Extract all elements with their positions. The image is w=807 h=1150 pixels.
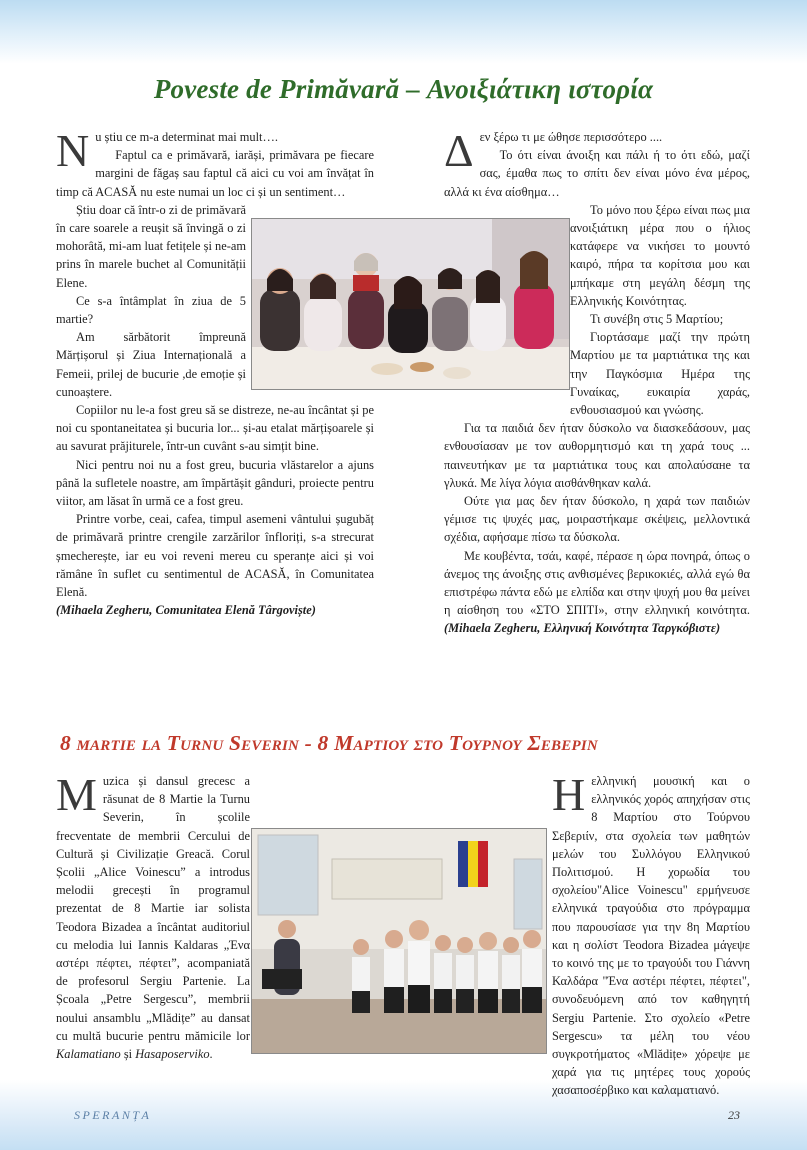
article2-greek-column — [424, 769, 750, 1100]
article1-ro-paragraph-5: Am sărbătorit împreună Mărțișorul și Ziua Internațională a Femeii, prilej de bucurie ,de emoție și cunoaștere. — [56, 330, 246, 399]
article1-gr-paragraph-5: Γιορτάσαμε μαζί την πρώτη Μαρτίου με τα μαρτιάτικα της και την Παγκόσμια Ημέρα της Γυναίκας, ευκαιρία χαράς, ενθουσιασμού και γνώσης. — [570, 330, 750, 418]
photo-wrap-spacer — [424, 808, 552, 1082]
article1-ro-paragraph-1: Nu știu ce m-a determinat mai mult…. — [56, 125, 278, 176]
page-number: 23 — [728, 1108, 740, 1122]
article2-ro-paragraph: Muzica și dansul grecesc a răsunat de 8 Martie la Turnu Severin, în școlile frecventate de membrii Cercului de Cultură și Civilizație Greacă. Corul Școlii „Alice Voinescu” a introdus melodii grecești în programul prezentat de 8 Martie iar solista Teodora Bizadea a încântat auditoriul cu melodia lui Iannis Kaldaras „Ένα αστέρι πέφτει, πέφτει”, acompaniată de profesorul Sergiu Partenie. La Școala „Petre Sergescu”, membrii noului ansamblu „Mlădițe” au dansat cu multă bucurie pentru mămicile lor Kalamatiano și Hasaposerviko. — [56, 769, 250, 1062]
article1-ro-paragraph-3: Știu doar că într-o zi de primăvară în care soarele a reușit să învingă o zi mohorâtă, mi-am luat fetițele și ne-am prins în marele buchet al Comunității Elene. — [56, 202, 246, 290]
drop-cap: Η — [552, 769, 586, 820]
article2-gr-paragraph: Ηελληνική μουσική και ο ελληνικός χορός απηχήσαν στις 8 Μαρτίου στο Τούρνου Σεβεριίν, στα σχολεία των μαθητών μελών του Συλλόγου Ελληνικού Πολιτισμού. Η χορωδία του σχολείου"Alice Voinescu" ερμήνευσε ελληνικά τραγούδια στο πρόγραμμα που παρουσίασε για την 8η Μαρτίου και η σολίστ Teodora Bizadea μάγεψε το κοινό της με το τραγούδι του Γιάννη Καλδάρα "Ένα αστέρι πέφτει, πέφτει", συνοδευόμενη από τον καθηγητή Sergiu Partenie. Στο σχολείο «Petre Sergescu» τα μέλη του νέου συγκροτήματος «Mlădițe» χόρεψε με χαρά για τις μητέρες τους χορούς χασαποσέρβικο και καλαματιανό. — [552, 769, 750, 1098]
magazine-name: SPERANȚA — [74, 1108, 152, 1122]
article1-gr-paragraph-6: Για τα παιδιά δεν ήταν δύσκολο να διασκεδάσουν, μας ενθουσίασαν με τον αυθορμητισμό και τη χαρά τους ... παινευτήκαν με τα μαρτιάτικα τους και απολαύσαне τα γλυκά. Με λίγα λόγια αισθάνθηκαν καλά. — [444, 421, 750, 490]
article1-ro-paragraph-8: Printre vorbe, ceai, cafea, timpul asemeni vântului șugubăț de primăvară printre crengile zarzărilor înfloriți, s-a strecurat șmecherește, iar eu voi reveni mereu cu speranțe aici și voi rămâne în suflet cu sentimentul de ACASĂ, în Comunitatea Elenă. — [56, 512, 374, 600]
article1-gr-paragraph-3: Το μόνο που ξέρω είναι πως μια ανοιξιάτικη μέρα που ο ήλιος κατάφερε να νικήσει το μουντό καιρό, πήρα τα κορίτσια μου και μπήκαμε στη μεγάλη δέσμη της Ελληνικής Κοινότητας. — [570, 202, 750, 308]
article1-gr-paragraph-1: Δεν ξέρω τι με ώθησε περισσότερο .... — [444, 125, 663, 176]
article1-gr-paragraph-2: Το ότι είναι άνοιξη και πάλι ή το ότι εδώ, μαζί σας, έμαθα πως το σπίτι δεν είναι μόνο ένα μέρος, αλλά κι ένα αίσθημα… — [444, 148, 750, 199]
article1-title: Poveste de Primăvară – Ανοιξιάτικη ιστορία — [153, 74, 654, 104]
drop-cap: Δ — [444, 125, 474, 176]
drop-cap: M — [56, 769, 97, 820]
article1-ro-paragraph-4: Ce s-a întâmplat în ziua de 5 martie? — [56, 293, 246, 327]
article1-greek-column — [444, 125, 750, 638]
article2-title: 8 martie la Turnu Severin - 8 Μαρτιου στο Τουρνου Σεβεριν — [60, 731, 598, 755]
top-gradient-band — [0, 0, 807, 64]
article1-ro-paragraph-6: Copiilor nu le-a fost greu să se distreze, ne-au încântat și pe noi cu spontaneitatea și bucuria lor... și-au etalat mărțișoarele și au savurat prăjiturele, într-un cuvânt s-au simțit bine. — [56, 403, 374, 454]
article1-gr-signature: (Mihaela Zegheru, Ελληνική Κοινότητα Ταργκόβιστε) — [444, 621, 721, 636]
article1-gr-paragraph-7: Ούτε για μας δεν ήταν δύσκολο, η χαρά των παιδιών γέμισε τις ψυχές μας, μοιραστήκαμε σκέψεις, μελλοντικά σχέδια, αφήσαμε πίσω τα δύσκολα. — [444, 494, 750, 545]
article1-ro-paragraph-7: Nici pentru noi nu a fost greu, bucuria vlăstarelor a ajuns până la sufletele noastre, am împărtășit gânduri, proiecte pentru viitor, am lăsat în urmă ce a fost greu. — [56, 457, 374, 509]
drop-cap: N — [56, 125, 90, 176]
article1-ro-signature: (Mihaela Zegheru, Comunitatea Elenă Târgoviște) — [56, 603, 316, 618]
article1-gr-paragraph-4: Τι συνέβη στις 5 Μαρτίου; — [590, 312, 724, 327]
article1-gr-paragraph-8: Με κουβέντα, τσάι, καφέ, πέρασε η ώρα πονηρά, όπως ο άνεμος της άνοιξης στις ανθισμένες βερικοκιές, αλλά εγώ θα επιστρέφω πάντα εδώ με ελπίδα και στην ψυχή μου θα μείνει η αίσθηση του «ΣΤΟ ΣΠΙΤΙ», στην ελληνική κοινότητα. (Mihaela Zegheru, Ελληνική Κοινότητα Ταργκόβιστε) — [444, 548, 750, 636]
article1-ro-paragraph-2: Faptul ca e primăvară, iarăși, primăvara pe fiecare margini de făgaș sau faptul că aici cu voi am învățat în timp că ACASĂ nu este numai un loc ci și un sentiment… — [56, 148, 374, 199]
photo-wrap-spacer — [444, 183, 570, 413]
